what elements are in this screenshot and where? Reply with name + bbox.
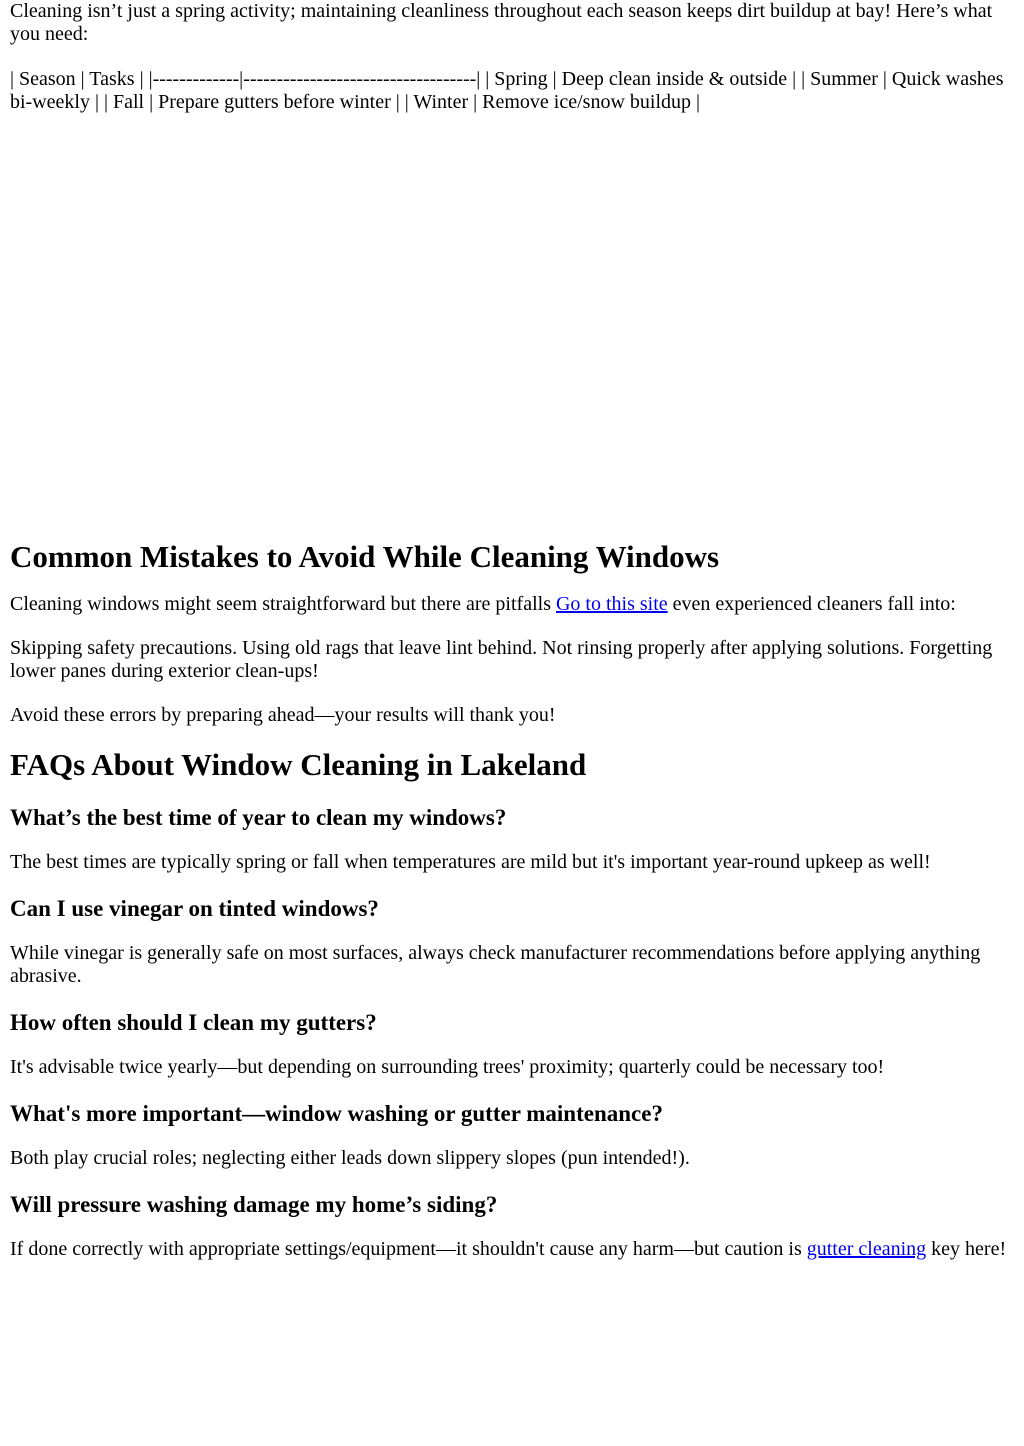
faq-answer-2: While vinegar is generally safe on most surfaces, always check manufacturer recommendations before applying anything abrasive.: [10, 942, 981, 987]
intro-paragraph: Cleaning isn’t just a spring activity; maintaining cleanliness throughout each season keeps dirt buildup at bay! Here’s what you need:: [10, 0, 993, 45]
faq-answer-1: The best times are typically spring or fall when temperatures are mild but it's important year-round upkeep as well!: [10, 851, 931, 873]
faq-answer-5-after: key here!: [926, 1238, 1007, 1260]
mistakes-p1-before: Cleaning windows might seem straightforward but there are pitfalls: [10, 593, 556, 615]
mistakes-heading: Common Mistakes to Avoid While Cleaning Windows: [10, 539, 720, 574]
mistakes-p1-after: even experienced cleaners fall into:: [667, 593, 956, 615]
faq-question-5: Will pressure washing damage my home’s siding?: [10, 1192, 498, 1217]
mistakes-paragraph-2: Skipping safety precautions. Using old rags that leave lint behind. Not rinsing properly after applying solutions. Forgetting lower panes during exterior clean-ups!: [10, 637, 993, 682]
faq-answer-4: Both play crucial roles; neglecting either leads down slippery slopes (pun intended!).: [10, 1147, 690, 1169]
faq-question-2: Can I use vinegar on tinted windows?: [10, 896, 379, 921]
gutter-cleaning-link[interactable]: gutter cleaning: [806, 1238, 927, 1260]
blank-space: [10, 114, 1014, 539]
faq-answer-5: [10, 1238, 1014, 1261]
faq-answer-5-before: If done correctly with appropriate settings/equipment—it shouldn't cause any harm—but caution is: [10, 1238, 807, 1260]
go-to-site-link[interactable]: Go to this site: [555, 593, 668, 615]
season-table-text: | Season | Tasks | |-------------|-----------------------------------| | Spring | Deep clean inside & outside | | Summer | Quick washes bi-weekly | | Fall | Prepare gutters before winter | | Winter | Remove ice/snow buildup |: [10, 68, 1004, 113]
faq-question-1: What’s the best time of year to clean my windows?: [10, 805, 507, 830]
faq-question-3: How often should I clean my gutters?: [10, 1010, 377, 1035]
faq-answer-3: It's advisable twice yearly—but depending on surrounding trees' proximity; quarterly could be necessary too!: [10, 1056, 885, 1078]
faq-heading: FAQs About Window Cleaning in Lakeland: [10, 747, 587, 782]
mistakes-paragraph-1: [10, 593, 1014, 616]
faq-question-4: What's more important—window washing or gutter maintenance?: [10, 1101, 663, 1126]
mistakes-paragraph-3: Avoid these errors by preparing ahead—your results will thank you!: [10, 704, 556, 726]
